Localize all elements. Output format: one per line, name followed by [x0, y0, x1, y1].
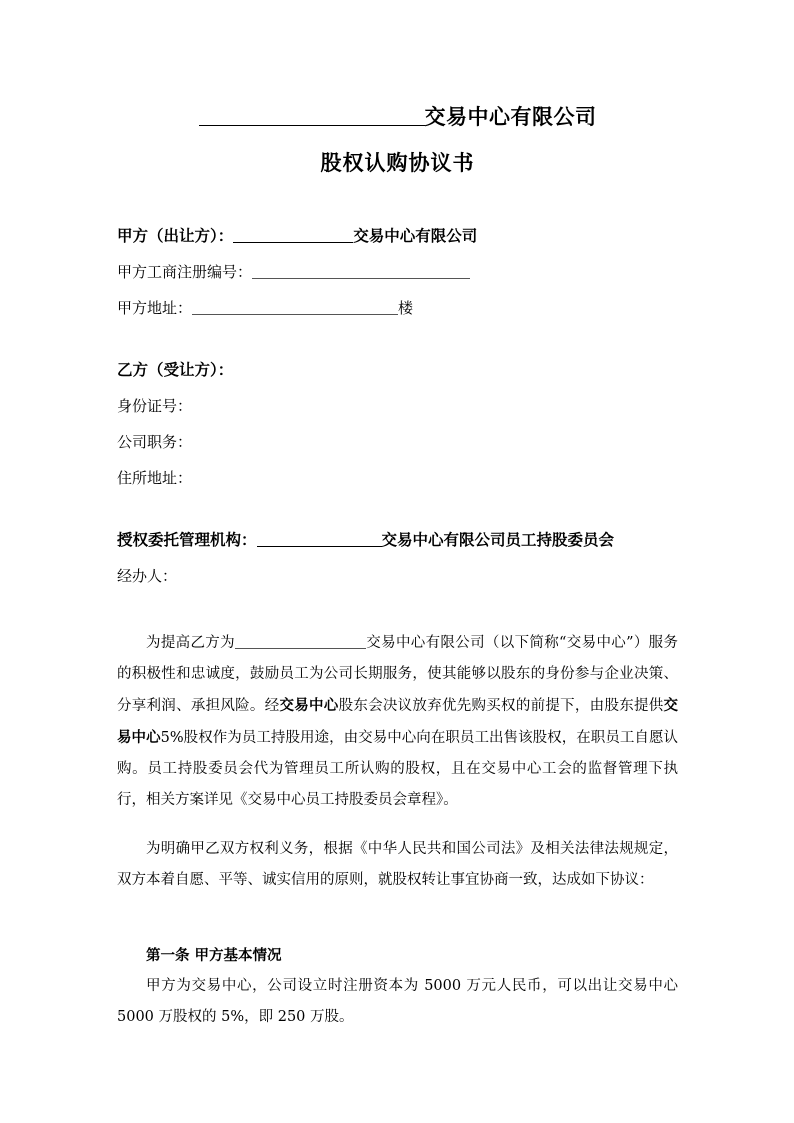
- agency-block: [117, 522, 678, 594]
- party-a-address-line: [117, 290, 678, 326]
- p1-text-2: 交易中心有限公司（以下简称“交易中心”）服务的积极性和忠诚度，鼓励员工为公司长期服务，使其能够以股东的身份参与企业决策、分享利润、承担风险。经: [117, 635, 678, 714]
- agency-name-blank[interactable]: [257, 530, 382, 547]
- party-b-id-line: 身份证号：: [117, 397, 193, 415]
- party-b-residence-line: 住所地址：: [117, 469, 193, 487]
- title-company-blank[interactable]: [199, 103, 425, 126]
- party-a-line: [117, 218, 678, 254]
- title-line-agreement: 股权认购协议书: [320, 150, 475, 175]
- agency-handler-line: 经办人：: [117, 567, 178, 585]
- party-a-label: 甲方（出让方）：: [117, 226, 234, 245]
- party-a-address-suffix: 楼: [398, 299, 414, 317]
- agency-label: 授权委托管理机构：: [117, 530, 257, 549]
- p1-bold-1: 交易中心: [279, 697, 339, 714]
- paragraph-company-blank[interactable]: [235, 633, 366, 649]
- party-a-block: [117, 218, 678, 326]
- party-b-block: [117, 352, 678, 496]
- title-line-company: [117, 100, 678, 134]
- party-a-registration-label: 甲方工商注册编号：: [117, 263, 253, 281]
- paragraph-background: [117, 628, 678, 816]
- agency-name-suffix: 交易中心有限公司员工持股委员会: [381, 530, 615, 549]
- party-a-address-blank[interactable]: [192, 298, 398, 315]
- p1-text-1: 为提高乙方为: [146, 635, 235, 651]
- party-a-company-suffix: 交易中心有限公司: [353, 226, 478, 245]
- spacer-party-b-agency: [117, 496, 678, 522]
- party-a-registration-blank[interactable]: [252, 262, 470, 279]
- party-a-address-label: 甲方地址：: [117, 299, 193, 317]
- p1-text-4: 5%股权作为员工持股用途，由交易中心向在职员工出售该股权，在职员工自愿认购。员工持股委员会代为管理员工所认购的股权，且在交易中心工会的监督管理下执行，相关方案详见《交易中心员工持股委员会章程》。: [117, 730, 678, 808]
- document-content: [117, 0, 678, 1033]
- p1-text-3: 股东会决议放弃优先购买权的前提下，由股东提供: [338, 698, 664, 714]
- article-1-body: 甲方为交易中心，公司设立时注册资本为 5000 万元人民币，可以出让交易中心 5000 万股权的 5%，即 250 万股。: [117, 978, 678, 1025]
- spacer-party-a-b: [117, 326, 678, 352]
- party-a-name-blank[interactable]: [233, 226, 353, 243]
- party-a-registration-line: [117, 254, 678, 290]
- party-b-position-line: 公司职务：: [117, 433, 193, 451]
- article-1-heading: 第一条 甲方基本情况: [146, 947, 282, 964]
- party-b-line: 乙方（受让方）：: [117, 360, 234, 379]
- document-title-block: [117, 100, 678, 180]
- agency-line: [117, 522, 678, 558]
- title-company-suffix: 交易中心有限公司: [424, 104, 597, 129]
- paragraph-legal-basis: 为明确甲乙双方权利义务，根据《中华人民共和国公司法》及相关法律法规规定，双方本着自愿、平等、诚实信用的原则，就股权转让事宜协商一致，达成如下协议：: [117, 841, 678, 888]
- p1-bold-2: 交易中心: [117, 697, 679, 746]
